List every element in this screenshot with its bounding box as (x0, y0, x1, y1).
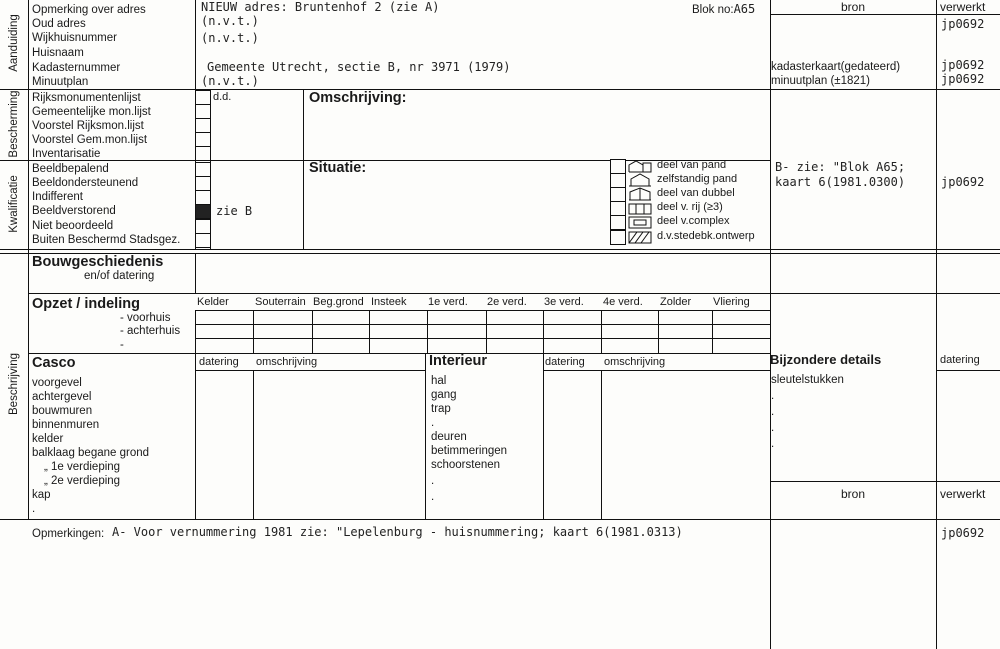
bron-header: bron (840, 0, 866, 14)
opzet-col-beg-grond: Beg.grond (313, 296, 364, 308)
value-oud-adres: (n.v.t.) (201, 14, 259, 28)
kwalificatie-bron-note-1: B- zie: "Blok A65; (775, 160, 906, 174)
checkbox-voorstel-gem-mon[interactable] (195, 132, 211, 147)
stedebk-ontwerp-icon (627, 230, 653, 244)
bescherming-item: Voorstel Gem.mon.lijst (32, 134, 148, 146)
kwalificatie-bron-note-2: kaart 6(1981.0300) (775, 175, 906, 189)
bouwgeschiedenis-title: Bouwgeschiedenis (32, 254, 164, 270)
value-wijkhuisnummer: (n.v.t.) (201, 31, 259, 45)
bron-entry-kadasterkaart: kadasterkaart(gedateerd) (771, 61, 901, 73)
kwalificatie-item: Niet beoordeeld (32, 220, 114, 232)
opzet-col-insteek: Insteek (371, 296, 407, 308)
kwalificatie-item: Indifferent (32, 191, 83, 203)
kwalificatie-item: Beeldbepalend (32, 163, 109, 175)
interieur-item: trap (431, 403, 451, 415)
opzet-col-vliering: Vliering (713, 296, 750, 308)
kwalificatie-item: Beeldverstorend (32, 205, 116, 217)
bijzondere-item: . (771, 390, 775, 402)
verwerkt-header-lower: verwerkt (940, 487, 986, 501)
interieur-item: hal (431, 375, 447, 387)
label-kadasternummer: Kadasternummer (32, 62, 121, 74)
bron-header-lower: bron (840, 487, 866, 501)
situatie-option: zelfstandig pand (657, 173, 738, 185)
side-label-beschrijving: Beschrijving (8, 353, 20, 415)
verwerkt-entry-2: jp0692 (941, 58, 985, 72)
value-minuutplan: (n.v.t.) (201, 74, 259, 88)
interieur-item: . (431, 475, 435, 487)
kwalificatie-item: Beeldondersteunend (32, 177, 139, 189)
casco-omschrijving-header: omschrijving (256, 356, 318, 368)
situatie-label: Situatie: (309, 160, 367, 176)
deel-van-dubbel-icon (627, 187, 653, 201)
interieur-item: . (431, 417, 435, 429)
casco-item: voorgevel (32, 377, 82, 389)
opzet-col-3e-verd: 3e verd. (544, 296, 584, 308)
opmerkingen-verwerkt: jp0692 (941, 526, 985, 540)
casco-item: bouwmuren (32, 405, 93, 417)
bescherming-item: Rijksmonumentenlijst (32, 92, 141, 104)
verwerkt-header: verwerkt (940, 0, 986, 14)
opzet-col-souterrain: Souterrain (255, 296, 306, 308)
label-huisnaam: Huisnaam (32, 47, 84, 59)
bescherming-item: Voorstel Rijksmon.lijst (32, 120, 144, 132)
checkbox-niet-beoordeeld[interactable] (195, 219, 211, 234)
interieur-item: betimmeringen (431, 445, 508, 457)
opzet-col-4e-verd: 4e verd. (603, 296, 643, 308)
situatie-option: deel van dubbel (657, 187, 735, 199)
checkbox-voorstel-rijksmon[interactable] (195, 118, 211, 133)
checkbox-deel-v-rij[interactable] (610, 201, 626, 216)
opzet-row-empty: - (120, 339, 124, 351)
blok-value: A65 (733, 2, 756, 16)
zelfstandig-pand-icon (627, 173, 653, 187)
interieur-omschrijving-header: omschrijving (604, 356, 666, 368)
label-oud-adres: Oud adres (32, 18, 86, 30)
opzet-row-achterhuis: - achterhuis (120, 325, 181, 337)
side-label-aanduiding: Aanduiding (8, 14, 20, 72)
checkbox-deel-v-complex[interactable] (610, 215, 626, 230)
opzet-col-1e-verd: 1e verd. (428, 296, 468, 308)
deel-v-rij-icon (627, 201, 653, 215)
interieur-item: deuren (431, 431, 467, 443)
checkbox-inventarisatie[interactable] (195, 146, 211, 161)
casco-item: „ 2e verdieping (44, 475, 121, 487)
side-label-bescherming: Bescherming (8, 90, 20, 158)
bescherming-item: Gemeentelijke mon.lijst (32, 106, 151, 118)
interieur-item: gang (431, 389, 457, 401)
bijzondere-datering-header: datering (940, 354, 980, 366)
opmerkingen-text: A- Voor vernummering 1981 zie: "Lepelenburg - huisnummering; kaart 6(1981.0313) (112, 525, 683, 539)
bescherming-item: Inventarisatie (32, 148, 101, 160)
casco-title: Casco (32, 355, 76, 371)
checkbox-gemeentelijke-mon[interactable] (195, 104, 211, 119)
checkbox-zelfstandig-pand[interactable] (610, 173, 626, 188)
opzet-col-kelder: Kelder (197, 296, 229, 308)
situatie-option: deel van pand (657, 159, 727, 171)
deel-van-pand-icon (627, 159, 653, 173)
bron-entry-minuutplan: minuutplan (±1821) (771, 75, 871, 87)
situatie-option: deel v. rij (≥3) (657, 201, 723, 213)
interieur-datering-header: datering (545, 356, 585, 368)
checked-note: zie B (216, 204, 253, 218)
opzet-row-voorhuis: - voorhuis (120, 312, 171, 324)
casco-item: . (32, 503, 36, 515)
label-minuutplan: Minuutplan (32, 76, 89, 88)
bijzondere-item: sleutelstukken (771, 374, 844, 386)
interieur-title: Interieur (429, 353, 488, 369)
deel-v-complex-icon (627, 215, 653, 229)
interieur-item: . (431, 491, 435, 503)
value-kadasternummer: Gemeente Utrecht, sectie B, nr 3971 (1979) (207, 60, 511, 74)
checkbox-indifferent[interactable] (195, 190, 211, 205)
kwalificatie-item: Buiten Beschermd Stadsgez. (32, 234, 181, 246)
checkbox-deel-van-dubbel[interactable] (610, 187, 626, 202)
casco-item: kap (32, 489, 51, 501)
bijzondere-item: . (771, 438, 775, 450)
value-opmerking-adres: NIEUW adres: Bruntenhof 2 (zie A) (201, 0, 440, 14)
interieur-item: schoorstenen (431, 459, 501, 471)
label-wijkhuisnummer: Wijkhuisnummer (32, 32, 117, 44)
side-label-kwalificatie: Kwalificatie (8, 175, 20, 233)
checkbox-beeldbepalend[interactable] (195, 162, 211, 177)
bouwgeschiedenis-subtitle: en/of datering (84, 270, 155, 282)
dd-label: d.d. (213, 91, 232, 103)
verwerkt-entry-1: jp0692 (941, 17, 985, 31)
opzet-col-zolder: Zolder (660, 296, 692, 308)
omschrijving-label: Omschrijving: (309, 90, 407, 106)
checkbox-stedebk-ontwerp[interactable] (610, 230, 626, 245)
label-opmerking-adres: Opmerking over adres (32, 4, 146, 16)
situatie-option: deel v.complex (657, 215, 730, 227)
checkbox-buiten-beschermd[interactable] (195, 233, 211, 248)
opzet-title: Opzet / indeling (32, 296, 140, 312)
casco-item: achtergevel (32, 391, 92, 403)
checkbox-rijksmonumentenlijst[interactable] (195, 90, 211, 105)
opzet-col-2e-verd: 2e verd. (487, 296, 527, 308)
checkbox-beeldverstorend-checked[interactable] (195, 204, 211, 219)
checkbox-beeldondersteunend[interactable] (195, 176, 211, 191)
verwerkt-entry-3: jp0692 (941, 72, 985, 86)
casco-item: balklaag begane grond (32, 447, 150, 459)
casco-datering-header: datering (199, 356, 239, 368)
bijzondere-item: . (771, 422, 775, 434)
casco-item: kelder (32, 433, 64, 445)
casco-item: binnenmuren (32, 419, 100, 431)
checkbox-deel-van-pand[interactable] (610, 159, 626, 174)
blok-label: Blok no:A65 (692, 2, 756, 16)
casco-item: „ 1e verdieping (44, 461, 121, 473)
bijzondere-item: . (771, 406, 775, 418)
bijzondere-title: Bijzondere details (770, 352, 882, 367)
opmerkingen-label: Opmerkingen: (32, 528, 105, 540)
situatie-option: d.v.stedebk.ontwerp (657, 230, 755, 242)
kwalificatie-verwerkt: jp0692 (941, 175, 985, 189)
